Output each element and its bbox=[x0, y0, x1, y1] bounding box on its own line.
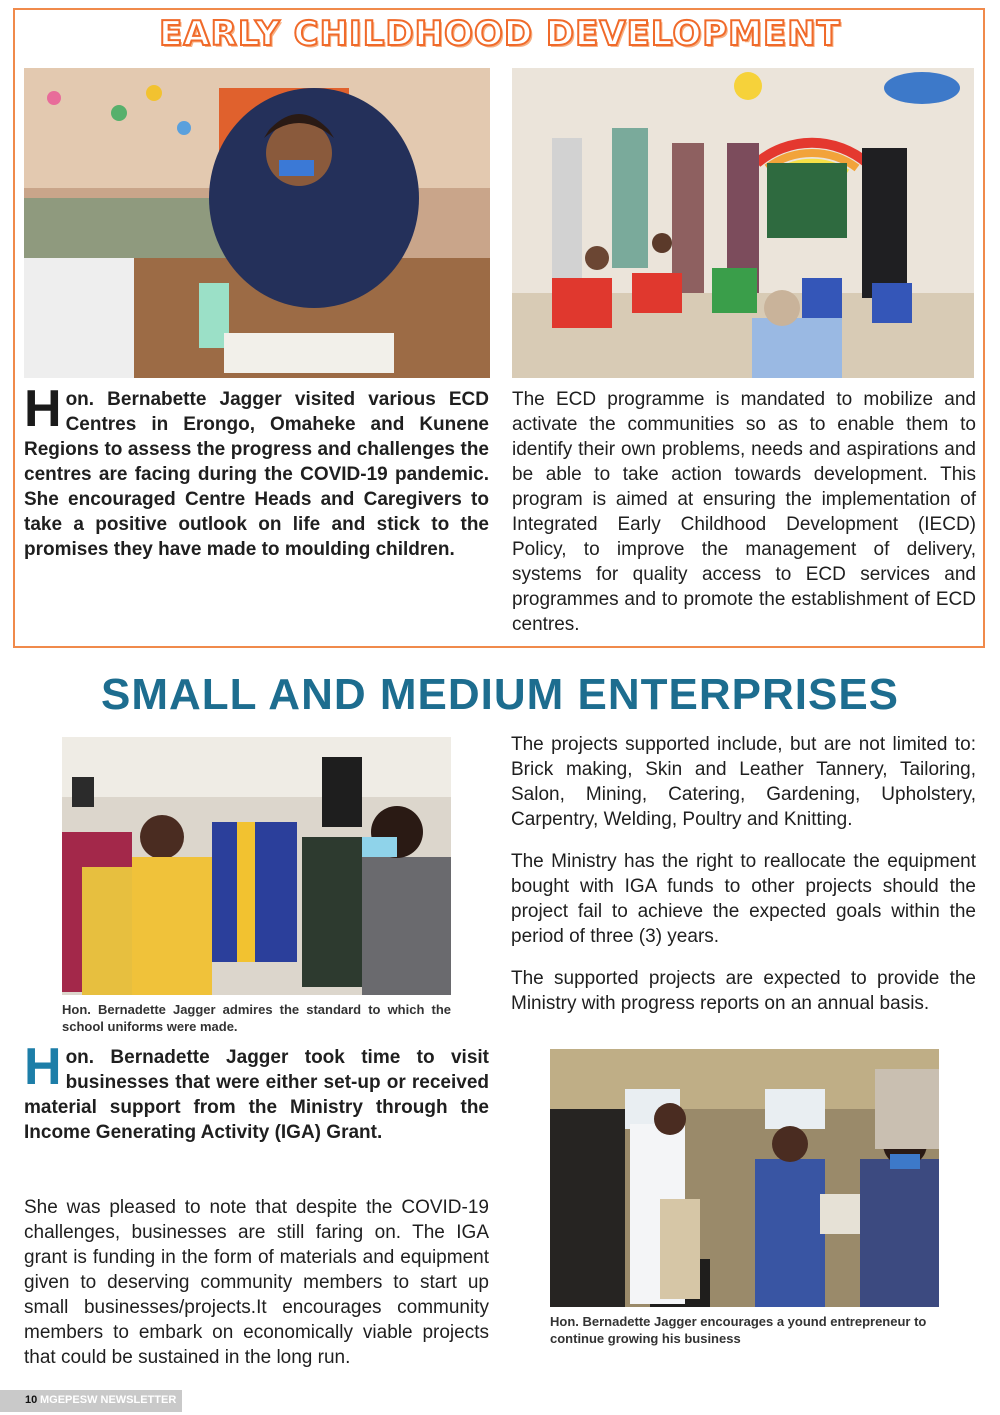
ecd-programme-paragraph: The ECD programme is mandated to mobilize and activate the communities so as to enable them to identify their own problems, needs and aspirations and be able to take action towards development. This program is aimed at ensuring the implementation of Integrated Early Childhood Development (IECD) Policy, to improve the management of delivery, systems for quality access to ECD services and programmes and to promote the establishment of ECD centres. bbox=[512, 389, 976, 635]
sme-photo-uniforms bbox=[62, 737, 451, 995]
sme-projects-paragraph: The projects supported include, but are not limited to: Brick making, Skin and Leather Tannery, Tailoring, Salon, Mining, Catering, Gardening, Upholstery, Carpentry, Welding, Poultry and Knitting. bbox=[511, 734, 976, 830]
sme-photo-workshop bbox=[550, 1049, 939, 1307]
ecd-photo-signing bbox=[24, 68, 490, 378]
sme-reallocation-paragraph: The Ministry has the right to reallocate the equipment bought with IGA funds to other projects should the project fail to achieve the expected goals within the period of three (3) years. bbox=[511, 851, 976, 947]
ecd-lead-paragraph bbox=[24, 380, 489, 562]
sme-photo-uniforms-caption: Hon. Bernadette Jagger admires the standard to which the school uniforms were made. bbox=[62, 1002, 451, 1034]
sme-section-title: SMALL AND MEDIUM ENTERPRISES bbox=[100, 670, 900, 719]
page-number: 10 bbox=[25, 1394, 38, 1406]
sme-right-column bbox=[511, 732, 976, 1033]
ecd-section-title: EARLY CHILDHOOD DEVELOPMENT bbox=[159, 14, 841, 54]
sme-lead-text: on. Bernadette Jagger took time to visit businesses that were either set-up or received material support from the Ministry through the Income Generating Activity (IGA) Grant. bbox=[24, 1047, 489, 1143]
ecd-photo-classroom bbox=[512, 68, 974, 378]
sme-dropcap: H bbox=[24, 1038, 62, 1096]
ecd-lead-text: on. Bernabette Jagger visited various ECD Centres in Erongo, Omaheke and Kunene Regions to assess the progress and challenges the centres are facing during the COVID-19 pandemic. She encouraged Centre Heads and Caregivers to take a positive outlook on life and stick to the promises they have made to moulding children. bbox=[24, 389, 489, 560]
sme-lead-paragraph bbox=[24, 1038, 489, 1145]
sme-reports-paragraph: The supported projects are expected to provide the Ministry with progress reports on an annual basis. bbox=[511, 968, 976, 1014]
sme-iga-paragraph: She was pleased to note that despite the COVID-19 challenges, businesses are still faring on. The IGA grant is funding in the form of materials and equipment given to deserving community members to start up small businesses/projects.It encourages community members to embark on economically viable projects that could be sustained in the long run. bbox=[24, 1197, 489, 1368]
newsletter-label: MGEPESW NEWSLETTER bbox=[40, 1394, 177, 1406]
sme-photo-workshop-caption: Hon. Bernadette Jagger encourages a yound entrepreneur to continue growing his business bbox=[550, 1314, 927, 1346]
ecd-dropcap: H bbox=[24, 380, 62, 438]
